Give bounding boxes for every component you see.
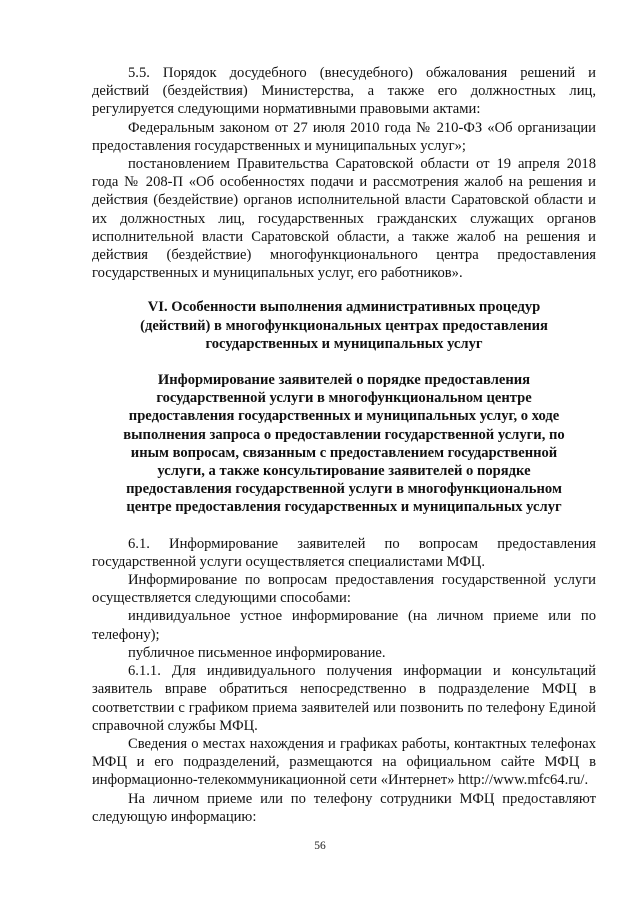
- paragraph-government-decree: постановлением Правительства Саратовской области от 19 апреля 2018 года № 208-П «Об особенностях подачи и рассмотрения жалоб на решения и действия (бездействие) органов исполнительной власти Саратовской области и их должностных лиц, государственных гражданских служащих органов исполнительной власти Саратовской области, а также жалоб на решения и действия (бездействие) многофункционального центра предоставления государственных и муниципальных услуг, его работников».: [92, 156, 596, 282]
- paragraph-5-5: 5.5. Порядок досудебного (внесудебного) обжалования решений и действий (бездействия) Министерства, а также его должностных лиц, регулируется следующими нормативными правовыми актами:: [92, 65, 596, 118]
- paragraph-6-1: 6.1. Информирование заявителей по вопросам предоставления государственной услуги осуществляется специалистами МФЦ.: [92, 535, 596, 570]
- spacer: [92, 353, 596, 371]
- subsection-heading: Информирование заявителей о порядке предоставления государственной услуги в многофункциональном центре предоставления государственных и муниципальных услуг, о ходе выполнения запроса о предоставлении государственной услуги, по иным вопросам, связанным с предоставлением государственной услуги, а также консультирование заявителей о порядке предоставления государственной услуги в многофункциональном центре предоставления государственных и муниципальных услуг: [123, 372, 565, 516]
- paragraph-oral: индивидуальное устное информирование (на личном приеме или по телефону);: [92, 608, 596, 643]
- paragraph-methods: Информирование по вопросам предоставления государственной услуги осуществляется следующими способами:: [92, 572, 596, 607]
- spacer: [92, 282, 596, 298]
- paragraph-locations: Сведения о местах нахождения и графиках работы, контактных телефонах МФЦ и его подразделений, размещаются на официальном сайте МФЦ в информационно-телекоммуникационной сети «Интернет» http://www.mfc64.ru/.: [92, 735, 596, 789]
- paragraph-written: публичное письменное информирование.: [128, 644, 386, 661]
- spacer: [92, 517, 596, 535]
- document-page: [92, 64, 596, 826]
- section-heading: VI. Особенности выполнения административных процедур (действий) в многофункциональных центрах предоставления государственных и муниципальных услуг: [140, 299, 548, 352]
- page-number: 56: [314, 840, 326, 852]
- paragraph-federal-law: Федеральным законом от 27 июля 2010 года № 210-ФЗ «Об организации предоставления государственных и муниципальных услуг»;: [92, 119, 596, 154]
- paragraph-personal-reception: На личном приеме или по телефону сотрудники МФЦ предоставляют следующую информацию:: [92, 790, 596, 825]
- paragraph-6-1-1: 6.1.1. Для индивидуального получения информации и консультаций заявитель вправе обратиться непосредственно в подразделение МФЦ в соответствии с графиком приема заявителей или позвонить по телефону Единой справочной службы МФЦ.: [92, 663, 596, 734]
